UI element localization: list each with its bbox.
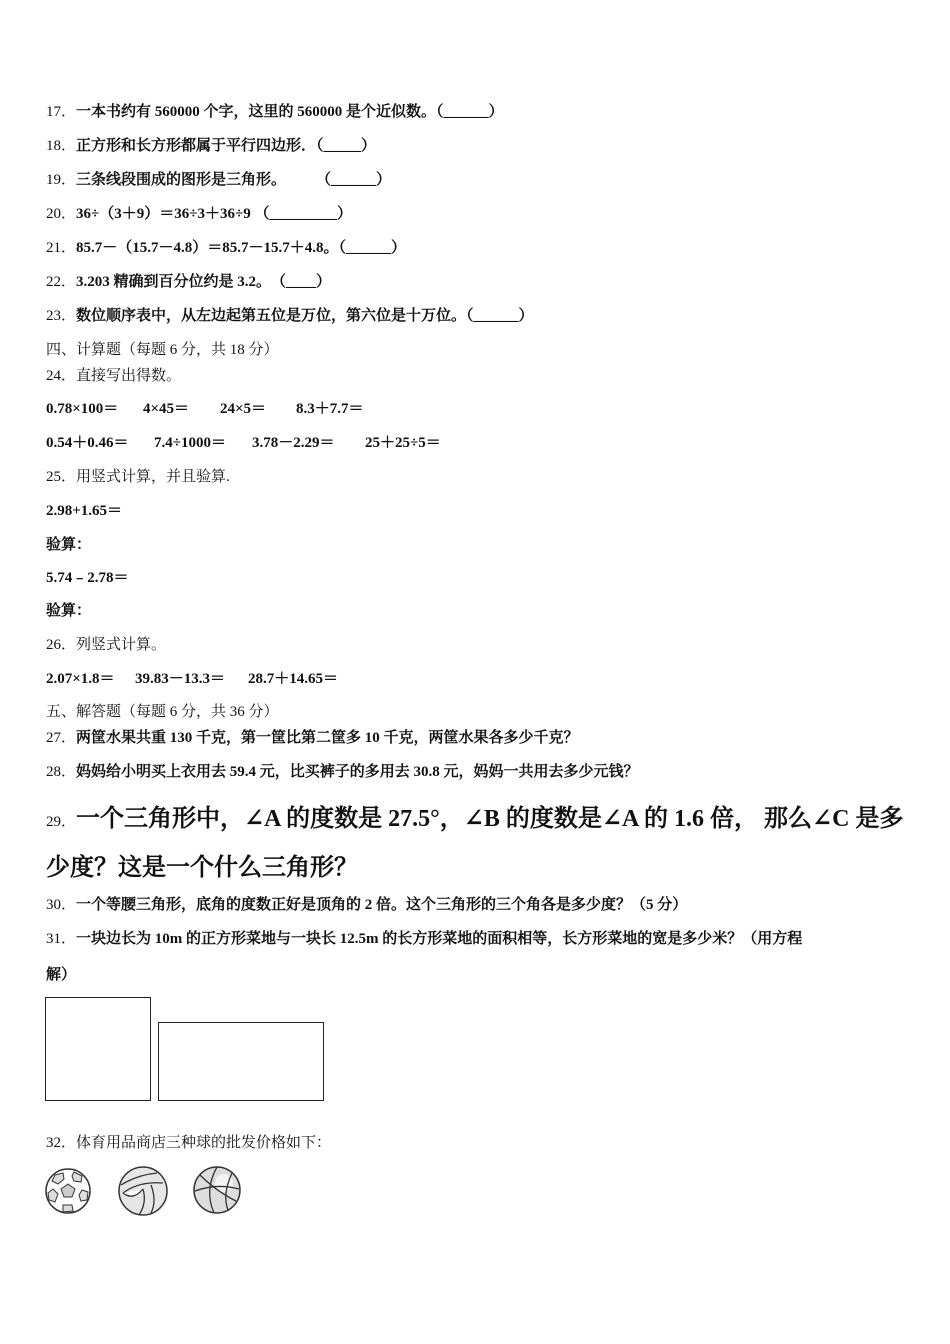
question-18: [46, 136, 376, 156]
basketball-icon: [192, 1165, 242, 1215]
question-number: 25．: [46, 469, 77, 485]
question-text: 85.7－（15.7－4.8）＝85.7－15.7＋4.8。（______）: [76, 240, 407, 256]
question-30: [46, 895, 687, 915]
question-text: 数位顺序表中，从左边起第五位是万位，第六位是十万位。（______）: [76, 308, 534, 324]
question-25: [46, 467, 230, 487]
question-29: [46, 803, 903, 838]
question-text: 妈妈给小明买上衣用去 59.4 元，比买裤子的多用去 30.8 元，妈妈一共用去多少元钱？: [76, 764, 639, 780]
question-number: 21．: [46, 240, 77, 256]
question-21: [46, 238, 406, 258]
question-23: [46, 306, 534, 326]
question-number: 20．: [46, 206, 77, 222]
question-text: 直接写出得数。: [76, 368, 182, 384]
question-number: 28．: [46, 764, 77, 780]
calc-item: 0.54＋0.46＝: [46, 435, 129, 451]
calc-item: 2.07×1.8＝: [46, 671, 115, 687]
question-number: 22．: [46, 274, 77, 290]
check-label: 验算：: [46, 537, 92, 553]
check-label: 验算：: [46, 603, 92, 619]
question-31-cont: [46, 965, 76, 985]
question-number: 32．: [46, 1135, 77, 1151]
question-text: 3.203 精确到百分位约是 3.2。 （____）: [76, 274, 332, 290]
question-text: 正方形和长方形都属于平行四边形．（_____）: [76, 138, 377, 154]
question-number: 23．: [46, 308, 77, 324]
question-number: 31．: [46, 931, 77, 947]
calc-item: 7.4÷1000＝: [154, 435, 226, 451]
calc-item: 0.78×100＝: [46, 401, 119, 417]
question-text: 一本书约有 560000 个字，这里的 560000 是个近似数。（______）: [76, 104, 504, 120]
calc-item: 24×5＝: [220, 401, 267, 417]
question-text: 一个等腰三角形，底角的度数正好是顶角的 2 倍。这个三角形的三个角各是多少度？（5 分）: [76, 897, 688, 913]
calc-item: 25＋25÷5＝: [365, 435, 441, 451]
question-text: 一个三角形中，∠A 的度数是 27.5°，∠B 的度数是∠A 的 1.6 倍， 那么∠C 是多: [76, 806, 904, 832]
question-number: 29．: [46, 814, 77, 830]
question-31: [46, 929, 802, 949]
question-text: 体育用品商店三种球的批发价格如下：: [76, 1135, 332, 1151]
calc-item: 39.83－13.3＝: [135, 671, 226, 687]
question-27: [46, 728, 579, 748]
question-24: [46, 366, 181, 386]
question-number: 24．: [46, 368, 77, 384]
question-number: 18．: [46, 138, 77, 154]
question-29-cont: [46, 852, 358, 884]
question-text: 用竖式计算，并且验算.: [76, 469, 230, 485]
question-26: [46, 635, 166, 655]
question-22: [46, 272, 331, 292]
section-5-heading: 五、解答题（每题 6 分，共 36 分）: [46, 704, 279, 720]
calc-item: 2.98+1.65＝: [46, 503, 123, 519]
question-text: 两筐水果共重 130 千克，第一筐比第二筐多 10 千克，两筐水果各多少千克？: [76, 730, 579, 746]
question-32: [46, 1133, 331, 1153]
rectangle-plot-figure: [158, 1022, 324, 1101]
question-number: 27．: [46, 730, 77, 746]
calc-item: 4×45＝: [143, 401, 190, 417]
question-text: 三条线段围成的图形是三角形。 （______）: [76, 172, 392, 188]
question-28: [46, 762, 639, 782]
question-text: 解）: [46, 967, 77, 983]
question-number: 17．: [46, 104, 77, 120]
calc-item: 8.3＋7.7＝: [296, 401, 364, 417]
volleyball-icon: [117, 1165, 169, 1217]
question-number: 30．: [46, 897, 77, 913]
question-text: 列竖式计算。: [76, 637, 167, 653]
soccer-ball-icon: [44, 1167, 92, 1215]
calc-item: 3.78－2.29＝: [252, 435, 335, 451]
calc-item: 5.74﹣2.78＝: [46, 570, 129, 586]
section-4-heading: 四、计算题（每题 6 分，共 18 分）: [46, 342, 279, 358]
question-number: 26．: [46, 637, 77, 653]
question-17: [46, 102, 504, 122]
question-19: [46, 170, 391, 190]
question-text: 少度？这是一个什么三角形？: [46, 855, 358, 881]
question-text: 36÷（3＋9）＝36÷3＋36÷9 （_________）: [76, 206, 352, 222]
square-plot-figure: [45, 997, 151, 1101]
calc-item: 28.7＋14.65＝: [248, 671, 339, 687]
question-number: 19．: [46, 172, 77, 188]
question-20: [46, 204, 352, 224]
question-text: 一块边长为 10m 的正方形菜地与一块长 12.5m 的长方形菜地的面积相等，长方形菜地的宽是多少米？（用方程: [76, 931, 803, 947]
